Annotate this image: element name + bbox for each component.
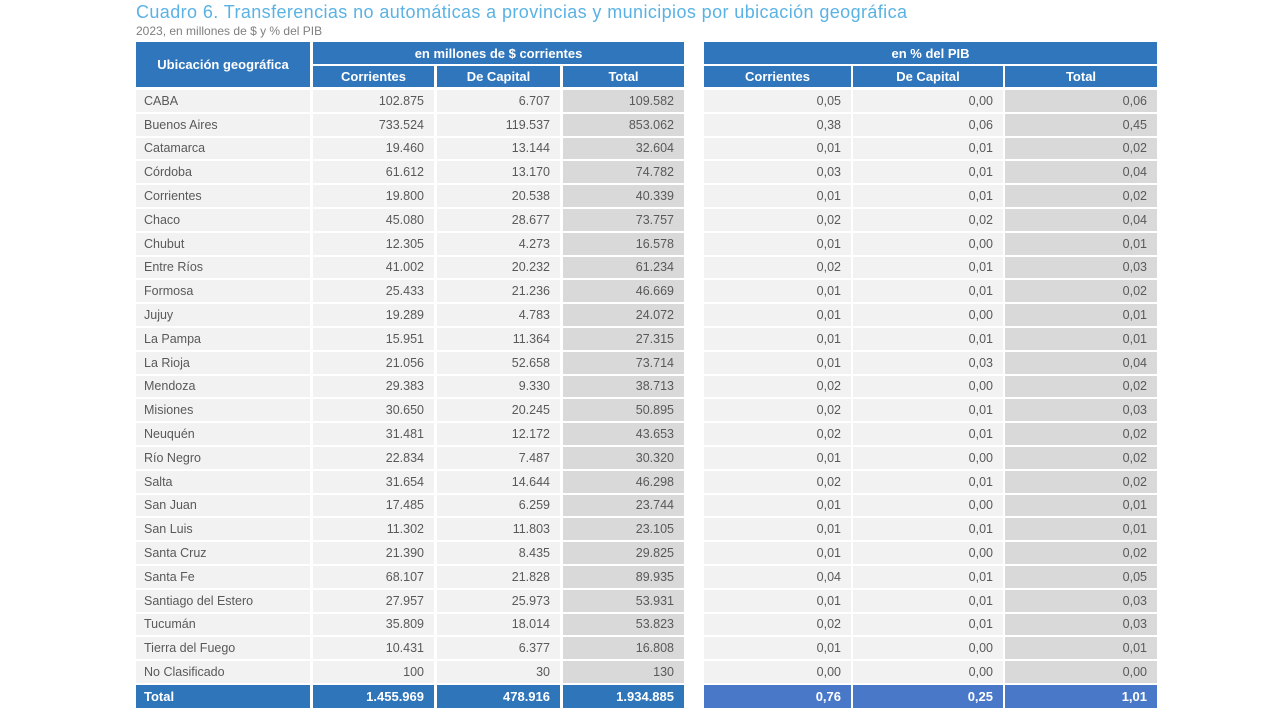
table-body [136,90,1157,683]
cell-pib-de-capital: 0,01 [853,138,1003,160]
row-label-province: Mendoza [136,376,310,398]
cell-pesos-total: 30.320 [563,447,684,469]
cell-pib-de-capital: 0,01 [853,280,1003,302]
table-row [136,661,1157,683]
row-label-province: Córdoba [136,161,310,183]
cell-pib-total: 0,01 [1005,304,1157,326]
cell-pib-corrientes: 0,02 [704,209,851,231]
cell-pib-de-capital: 0,00 [853,661,1003,683]
table-row [136,495,1157,517]
cell-pesos-total: 38.713 [563,376,684,398]
cell-pesos-corrientes: 733.524 [313,114,434,136]
cell-pib-de-capital: 0,00 [853,376,1003,398]
cell-pib-de-capital: 0,01 [853,399,1003,421]
cell-pib-de-capital: 0,00 [853,304,1003,326]
row-label-province: Santa Fe [136,566,310,588]
cell-pesos-de-capital: 21.236 [437,280,560,302]
cell-pesos-corrientes: 19.460 [313,138,434,160]
cell-pesos-de-capital: 25.973 [437,590,560,612]
cell-pib-total: 0,01 [1005,328,1157,350]
cell-pib-total: 0,01 [1005,518,1157,540]
row-label-province: Formosa [136,280,310,302]
col-header-pesos-corrientes: Corrientes [313,66,434,87]
cell-pesos-de-capital: 9.330 [437,376,560,398]
cell-pib-total: 0,03 [1005,399,1157,421]
table-header [136,42,1157,90]
cell-pib-corrientes: 0,01 [704,518,851,540]
col-header-pib-corrientes: Corrientes [704,66,851,87]
cell-pesos-corrientes: 27.957 [313,590,434,612]
cell-pib-corrientes: 0,05 [704,90,851,112]
cell-pib-de-capital: 0,02 [853,209,1003,231]
cell-pesos-de-capital: 20.232 [437,257,560,279]
row-label-province: Jujuy [136,304,310,326]
cell-pib-corrientes: 0,01 [704,495,851,517]
cell-pesos-total: 32.604 [563,138,684,160]
table-row [136,471,1157,493]
cell-pib-de-capital: 0,01 [853,185,1003,207]
row-label-province: La Rioja [136,352,310,374]
cell-pib-corrientes: 0,02 [704,257,851,279]
cell-pib-de-capital: 0,01 [853,161,1003,183]
table-row [136,542,1157,564]
cell-pesos-de-capital: 21.828 [437,566,560,588]
cell-pesos-total: 89.935 [563,566,684,588]
cell-pesos-corrientes: 61.612 [313,161,434,183]
row-label-province: Río Negro [136,447,310,469]
cell-pesos-de-capital: 14.644 [437,471,560,493]
cell-pesos-de-capital: 13.170 [437,161,560,183]
row-label-province: Neuquén [136,423,310,445]
cell-pib-total: 0,02 [1005,280,1157,302]
cell-pesos-corrientes: 30.650 [313,399,434,421]
cell-pesos-corrientes: 102.875 [313,90,434,112]
cell-pib-total: 0,02 [1005,138,1157,160]
total-pesos-corrientes: 1.455.969 [313,685,434,708]
total-pib-corrientes: 0,76 [704,685,851,708]
cell-pesos-corrientes: 17.485 [313,495,434,517]
row-label-province: CABA [136,90,310,112]
cell-pesos-total: 46.669 [563,280,684,302]
row-label-province: Tierra del Fuego [136,637,310,659]
table-row [136,114,1157,136]
col-header-pesos-de-capital: De Capital [437,66,560,87]
cell-pib-de-capital: 0,00 [853,233,1003,255]
cell-pesos-de-capital: 4.783 [437,304,560,326]
cell-pib-de-capital: 0,01 [853,257,1003,279]
table-row [136,209,1157,231]
cell-pesos-de-capital: 20.538 [437,185,560,207]
cell-pib-corrientes: 0,02 [704,399,851,421]
cell-pib-de-capital: 0,01 [853,614,1003,636]
cell-pesos-total: 16.808 [563,637,684,659]
cell-pib-total: 0,02 [1005,185,1157,207]
col-header-pib-de-capital: De Capital [853,66,1003,87]
cell-pib-total: 0,02 [1005,376,1157,398]
row-label-province: Tucumán [136,614,310,636]
cell-pesos-corrientes: 35.809 [313,614,434,636]
cell-pesos-corrientes: 29.383 [313,376,434,398]
cell-pesos-corrientes: 10.431 [313,637,434,659]
cell-pib-de-capital: 0,00 [853,637,1003,659]
table-row [136,614,1157,636]
cell-pib-corrientes: 0,01 [704,447,851,469]
cell-pesos-de-capital: 6.707 [437,90,560,112]
cell-pesos-total: 16.578 [563,233,684,255]
table-row [136,161,1157,183]
cell-pib-total: 0,04 [1005,209,1157,231]
cell-pib-corrientes: 0,00 [704,661,851,683]
cell-pib-de-capital: 0,01 [853,590,1003,612]
col-header-pesos-total: Total [563,66,684,87]
cell-pesos-corrientes: 15.951 [313,328,434,350]
table-row [136,304,1157,326]
cell-pib-de-capital: 0,00 [853,447,1003,469]
table-row [136,257,1157,279]
cell-pib-total: 0,04 [1005,352,1157,374]
cell-pib-total: 0,00 [1005,661,1157,683]
col-group-millones-pesos: en millones de $ corrientes [313,42,684,64]
row-label-province: Santiago del Estero [136,590,310,612]
cell-pib-total: 0,02 [1005,423,1157,445]
cell-pesos-total: 73.714 [563,352,684,374]
cell-pib-corrientes: 0,02 [704,423,851,445]
cell-pesos-corrientes: 100 [313,661,434,683]
table-row [136,376,1157,398]
cell-pesos-total: 43.653 [563,423,684,445]
cell-pib-de-capital: 0,01 [853,518,1003,540]
row-label-province: Chaco [136,209,310,231]
total-row-label: Total [136,685,310,708]
cell-pesos-total: 24.072 [563,304,684,326]
cell-pib-de-capital: 0,00 [853,542,1003,564]
cell-pib-total: 0,04 [1005,161,1157,183]
col-header-ubicacion-geografica: Ubicación geográfica [136,42,310,87]
transfers-table [136,42,1157,710]
cell-pesos-corrientes: 11.302 [313,518,434,540]
cell-pesos-de-capital: 7.487 [437,447,560,469]
table-row [136,138,1157,160]
page-subtitle: 2023, en millones de $ y % del PIB [136,24,323,38]
cell-pesos-de-capital: 8.435 [437,542,560,564]
cell-pesos-corrientes: 25.433 [313,280,434,302]
cell-pib-de-capital: 0,01 [853,328,1003,350]
total-pib-total: 1,01 [1005,685,1157,708]
cell-pib-total: 0,01 [1005,495,1157,517]
cell-pesos-de-capital: 6.377 [437,637,560,659]
table-total-row [136,685,1157,708]
cell-pesos-de-capital: 119.537 [437,114,560,136]
row-label-province: Santa Cruz [136,542,310,564]
cell-pesos-de-capital: 28.677 [437,209,560,231]
cell-pesos-total: 73.757 [563,209,684,231]
cell-pib-total: 0,02 [1005,542,1157,564]
cell-pesos-corrientes: 19.289 [313,304,434,326]
cell-pesos-total: 61.234 [563,257,684,279]
cell-pesos-total: 853.062 [563,114,684,136]
cell-pib-corrientes: 0,01 [704,328,851,350]
cell-pib-total: 0,03 [1005,257,1157,279]
row-label-province: Salta [136,471,310,493]
cell-pib-corrientes: 0,01 [704,304,851,326]
cell-pib-total: 0,01 [1005,637,1157,659]
cell-pesos-de-capital: 11.364 [437,328,560,350]
row-label-province: Corrientes [136,185,310,207]
table-row [136,185,1157,207]
cell-pesos-corrientes: 68.107 [313,566,434,588]
cell-pesos-total: 23.105 [563,518,684,540]
cell-pesos-total: 23.744 [563,495,684,517]
cell-pesos-corrientes: 22.834 [313,447,434,469]
cell-pesos-total: 74.782 [563,161,684,183]
row-label-province: Chubut [136,233,310,255]
table-row [136,637,1157,659]
cell-pib-total: 0,01 [1005,233,1157,255]
cell-pib-de-capital: 0,01 [853,471,1003,493]
total-pib-de-capital: 0,25 [853,685,1003,708]
cell-pesos-total: 46.298 [563,471,684,493]
cell-pib-corrientes: 0,38 [704,114,851,136]
cell-pesos-corrientes: 45.080 [313,209,434,231]
cell-pib-de-capital: 0,01 [853,423,1003,445]
cell-pib-total: 0,03 [1005,590,1157,612]
cell-pesos-total: 40.339 [563,185,684,207]
cell-pib-corrientes: 0,02 [704,376,851,398]
col-group-porcentaje-pib: en % del PIB [704,42,1157,64]
cell-pib-total: 0,02 [1005,471,1157,493]
row-label-province: No Clasificado [136,661,310,683]
cell-pib-corrientes: 0,01 [704,280,851,302]
cell-pib-corrientes: 0,02 [704,614,851,636]
cell-pesos-total: 53.823 [563,614,684,636]
cell-pib-corrientes: 0,01 [704,233,851,255]
table-row [136,399,1157,421]
cell-pesos-de-capital: 30 [437,661,560,683]
table-row [136,233,1157,255]
cell-pib-corrientes: 0,03 [704,161,851,183]
cell-pesos-total: 109.582 [563,90,684,112]
cell-pib-de-capital: 0,00 [853,495,1003,517]
cell-pib-total: 0,03 [1005,614,1157,636]
col-header-pib-total: Total [1005,66,1157,87]
table-row [136,447,1157,469]
row-label-province: La Pampa [136,328,310,350]
table-row [136,566,1157,588]
cell-pesos-total: 27.315 [563,328,684,350]
cell-pib-corrientes: 0,02 [704,471,851,493]
cell-pesos-de-capital: 11.803 [437,518,560,540]
cell-pib-total: 0,05 [1005,566,1157,588]
cell-pesos-de-capital: 13.144 [437,138,560,160]
cell-pib-corrientes: 0,01 [704,542,851,564]
cell-pesos-corrientes: 21.390 [313,542,434,564]
cell-pib-corrientes: 0,01 [704,138,851,160]
cell-pib-de-capital: 0,06 [853,114,1003,136]
cell-pesos-corrientes: 19.800 [313,185,434,207]
table-row [136,352,1157,374]
cell-pib-total: 0,02 [1005,447,1157,469]
cell-pesos-de-capital: 12.172 [437,423,560,445]
cell-pib-corrientes: 0,01 [704,352,851,374]
cell-pib-de-capital: 0,00 [853,90,1003,112]
cell-pesos-corrientes: 31.654 [313,471,434,493]
row-label-province: Catamarca [136,138,310,160]
row-label-province: San Luis [136,518,310,540]
cell-pesos-total: 130 [563,661,684,683]
cell-pib-corrientes: 0,04 [704,566,851,588]
cell-pesos-de-capital: 6.259 [437,495,560,517]
cell-pesos-corrientes: 31.481 [313,423,434,445]
cell-pesos-total: 53.931 [563,590,684,612]
total-pesos-total: 1.934.885 [563,685,684,708]
cell-pib-corrientes: 0,01 [704,590,851,612]
cell-pib-de-capital: 0,01 [853,566,1003,588]
row-label-province: Buenos Aires [136,114,310,136]
cell-pesos-de-capital: 52.658 [437,352,560,374]
cell-pesos-de-capital: 18.014 [437,614,560,636]
cell-pesos-total: 50.895 [563,399,684,421]
page-title: Cuadro 6. Transferencias no automáticas a provincias y municipios por ubicación geográfica [136,2,908,22]
table-row [136,518,1157,540]
row-label-province: Entre Ríos [136,257,310,279]
cell-pesos-de-capital: 4.273 [437,233,560,255]
table-row [136,90,1157,112]
cell-pesos-corrientes: 41.002 [313,257,434,279]
cell-pib-corrientes: 0,01 [704,185,851,207]
cell-pib-total: 0,45 [1005,114,1157,136]
table-row [136,590,1157,612]
table-row [136,280,1157,302]
row-label-province: San Juan [136,495,310,517]
cell-pib-corrientes: 0,01 [704,637,851,659]
cell-pib-de-capital: 0,03 [853,352,1003,374]
table-row [136,328,1157,350]
total-pesos-de-capital: 478.916 [437,685,560,708]
cell-pesos-total: 29.825 [563,542,684,564]
table-row [136,423,1157,445]
cell-pesos-corrientes: 21.056 [313,352,434,374]
cell-pesos-corrientes: 12.305 [313,233,434,255]
cell-pib-total: 0,06 [1005,90,1157,112]
row-label-province: Misiones [136,399,310,421]
cell-pesos-de-capital: 20.245 [437,399,560,421]
